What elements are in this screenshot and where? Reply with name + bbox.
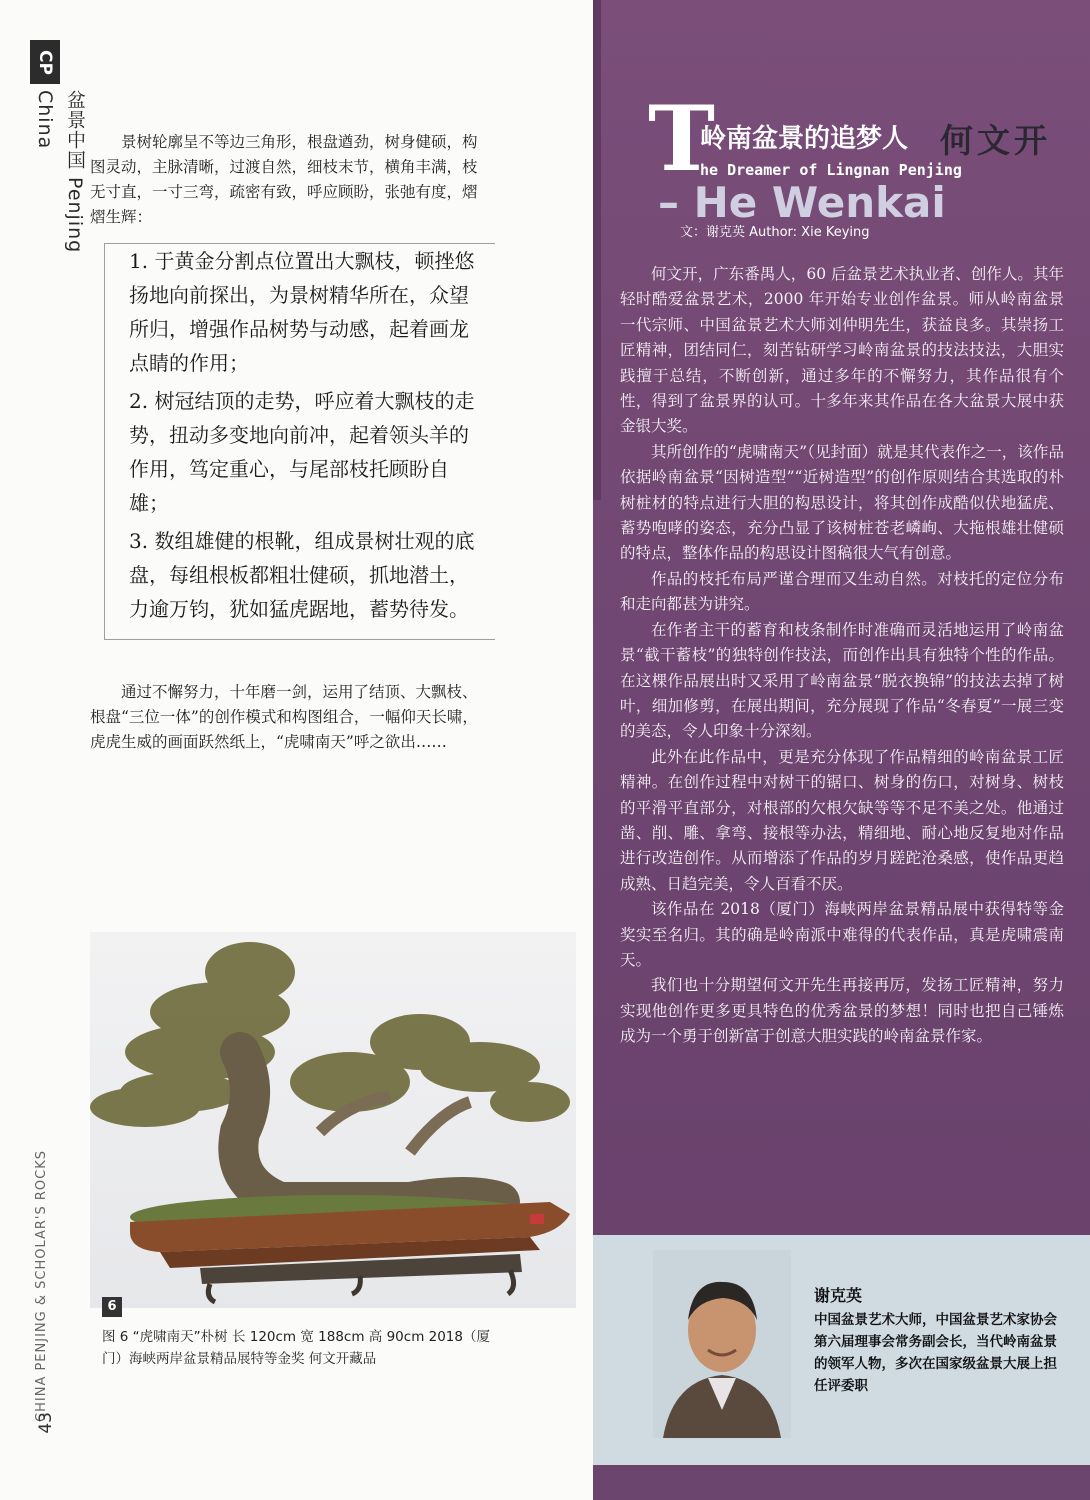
author-portrait [653, 1250, 791, 1438]
bonsai-photo [90, 932, 576, 1308]
bonsai-illustration [90, 932, 576, 1308]
page-number: 43 [36, 1412, 56, 1434]
figure-caption: 图 6 “虎啸南天”朴树 长 120cm 宽 188cm 高 90cm 2018（厦门）海峡两岸盆景精品展特等金奖 何文开藏品 [102, 1329, 490, 1367]
article-title: 岭南盆景的追梦人 [700, 124, 909, 154]
article-paragraph: 我们也十分期望何文开先生再接再厉，发扬工匠精神，努力实现他创作更多更具特色的优秀盆景的梦想！同时也把自己锤炼成为一个勇于创新富于创意大胆实践的岭南盆景作家。 [620, 976, 1064, 1046]
magazine-footer: CHINA PENJING & SCHOLAR'S ROCKS [34, 1150, 49, 1422]
cp-badge: CP [30, 40, 60, 84]
key-points-box [104, 243, 495, 640]
panel-edge [593, 0, 601, 500]
intro-paragraph: 景树轮廓呈不等边三角形，根盘遒劲，树身健硕，构图灵动，主脉清晰，过渡自然，细枝末节，横角丰满，枝无寸直，一寸三弯，疏密有致，呼应顾盼，张弛有度，熠熠生辉： [90, 133, 478, 226]
article-paragraph: 何文开，广东番禺人，60 后盆景艺术执业者、创作人。其年轻时酷爱盆景艺术，2000 年开始专业创作盆景。师从岭南盆景一代宗师、中国盆景艺术大师刘仲明先生，获益良多。其崇扬工匠精神，团结同仁，刻苦钻研学习岭南盆景的技法技法，大胆实践擅于总结，不断创新，通过多年的不懈努力，其作品很有个性，得到了盆景界的认可。十多年来其作品在各大盆景大展中获金银大奖。 [620, 265, 1064, 436]
article-title-english: he Dreamer of Lingnan Penjing [700, 161, 962, 179]
key-point: 1. 于黄金分割点位置出大飘枝，顿挫悠扬地向前探出，为景树精华所在，众望所归，增强作品树势与动感，起着画龙点睛的作用； [129, 249, 475, 375]
key-point: 2. 树冠结顶的走势，呼应着大飘枝的走势，扭动多变地向前冲，起着领头羊的作用，笃定重心，与尾部枝托顾盼自雄； [129, 389, 475, 515]
byline: 文：谢克英 Author: Xie Keying [680, 225, 870, 240]
article-paragraph: 该作品在 2018（厦门）海峡两岸盆景精品展中获得特等金奖实至名归。其的确是岭南派中难得的代表作品，真是虎啸震南天。 [620, 900, 1064, 969]
author-name: 谢克英 [814, 1286, 863, 1305]
article-paragraph: 在作者主干的蓄育和枝条制作时准确而灵活地运用了岭南盆景“截干蓄枝”的独特创作技法，而创作出具有独特个性的作品。在这棵作品展出时又采用了岭南盆景“脱衣换锦”的技法去掉了树叶，细加修剪，在展出期间，充分展现了作品“冬春夏”一展三变的美态，令人印象十分深刻。 [620, 620, 1064, 741]
article-paragraph: 其所创作的“虎啸南天”（见封面）就是其代表作之一，该作品依据岭南盆景“因树造型”“近树造型”的创作原则结合其选取的朴树桩材的特点进行大胆的构思设计，将其创作成酷似伏地猛虎、蓄势咆哮的姿态，充分凸显了该树桩苍老嶙峋、大拖根雄壮健硕的特点，整体作品的构思设计图稿很大气有创意。 [620, 442, 1064, 563]
article-paragraph: 此外在此作品中，更是充分体现了作品精细的岭南盆景工匠精神。在创作过程中对树干的锯口、树身的伤口，对树身、树枝的平滑平直部分，对根部的欠根欠缺等等不足不美之处。他通过凿、削、雕、拿弯、接根等办法，精细地、耐心地反复地对作品进行改造创作。从而增添了作品的岁月蹉跎沧桑感，使作品更趋成熟、日趋完美，令人百看不厌。 [620, 747, 1064, 893]
panel-bottom-band [593, 1465, 1090, 1500]
artist-name-english: – He Wenkai [658, 178, 946, 227]
article-body [620, 262, 1064, 1050]
conclusion-paragraph: 通过不懈努力，十年磨一剑，运用了结顶、大飘枝、根盘“三位一体”的创作模式和构图组合，一幅仰天长啸，虎虎生威的画面跃然纸上，“虎啸南天”呼之欲出…… [90, 683, 478, 751]
magazine-header [30, 40, 86, 300]
author-bio: 中国盆景艺术大师，中国盆景艺术家协会第六届理事会常务副会长，当代岭南盆景的领军人物，多次在国家级盆景大展上担任评委职 [814, 1312, 1057, 1394]
title-initial: T [648, 86, 715, 192]
author-photo [653, 1250, 791, 1438]
key-point: 3. 数组雄健的根靴，组成景树壮观的底盘，每组根板都粗壮健硕，抓地潜土，力逾万钧，犹如猛虎踞地，蓄势待发。 [129, 529, 475, 621]
article-paragraph: 作品的枝托布局严谨合理而又生动自然。对枝托的定位分布和走向都甚为讲究。 [620, 569, 1064, 614]
artist-name-calligraphy: 何文开 [940, 121, 1051, 160]
magazine-title: 盆景中国 Penjing China [34, 90, 86, 254]
figure-number: 6 [102, 1297, 122, 1317]
